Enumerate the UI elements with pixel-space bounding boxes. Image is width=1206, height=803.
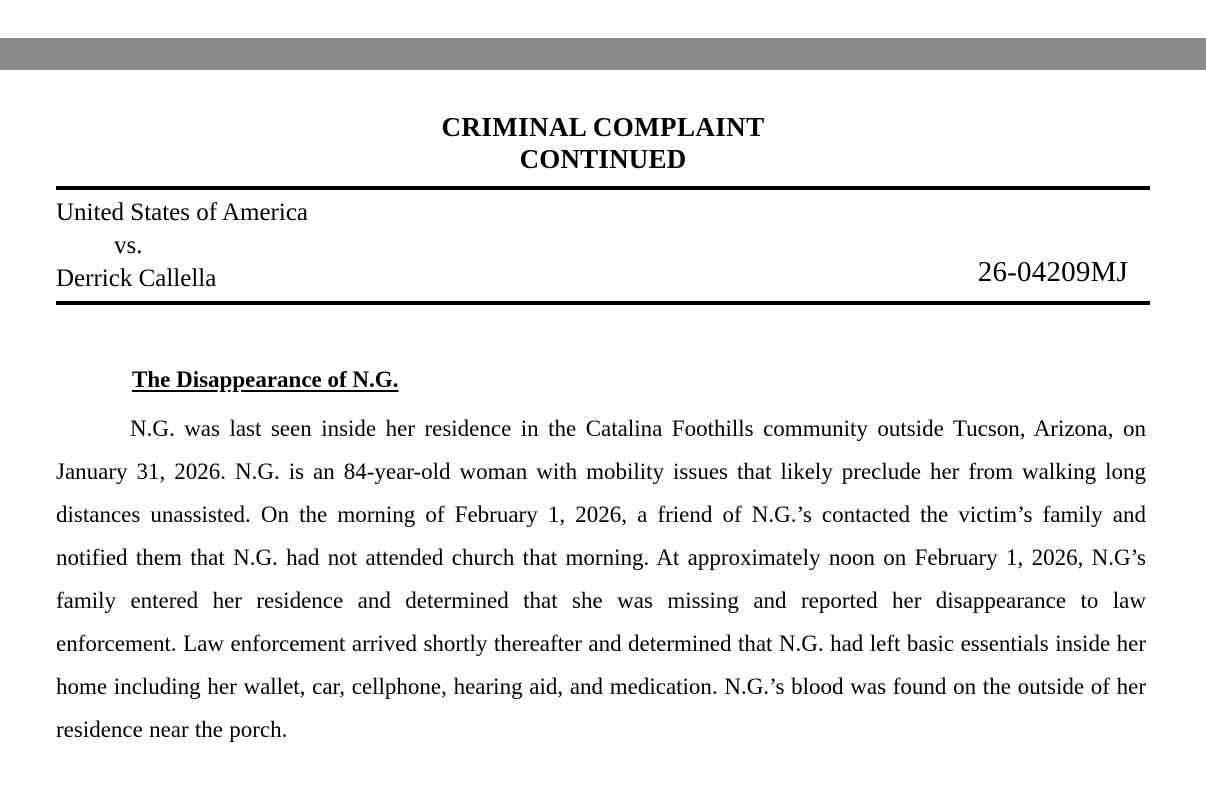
body-paragraph: N.G. was last seen inside her residence in the Catalina Foothills community outside Tucson, Arizona, on January 31, 2026. N.G. is an 84-year-old woman with mobility issues that likely preclude her from walking long distances unassisted. On the morning of February 1, 2026, a friend of N.G.’s contacted the victim’s family and notified them that N.G. had not attended church that morning. At approximately noon on February 1, 2026, N.G’s family entered her residence and determined that she was missing and reported her disappearance to law enforcement. Law enforcement arrived shortly thereafter and determined that N.G. had left basic essentials inside her home including her wallet, car, cellphone, hearing aid, and medication. N.G.’s blood was found on the outside of her residence near the porch.: [56, 416, 1146, 743]
window-top-blank-band: [0, 0, 1206, 38]
caption-bottom-rule: [56, 301, 1150, 305]
caption-plaintiff: United States of America: [56, 198, 309, 226]
caption-parties: [56, 196, 308, 296]
caption-versus: vs.: [114, 231, 143, 259]
document-page: [0, 112, 1206, 803]
case-number: 26-04209MJ: [977, 256, 1128, 289]
caption-defendant: Derrick Callella: [56, 265, 217, 293]
document-title: [56, 112, 1150, 176]
document-title-line1: CRIMINAL COMPLAINT: [441, 112, 765, 142]
case-caption: [56, 190, 1150, 300]
document-title-line2: CONTINUED: [519, 143, 687, 174]
window-toolbar-band: [0, 38, 1206, 70]
section-heading: The Disappearance of N.G.: [132, 367, 399, 393]
